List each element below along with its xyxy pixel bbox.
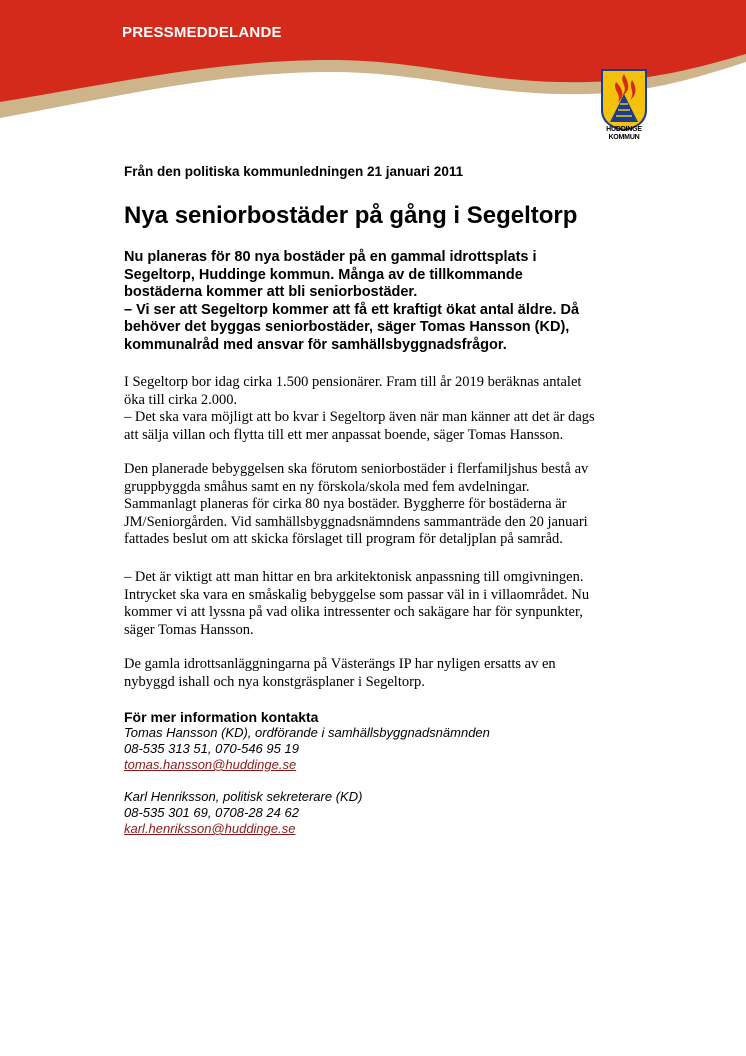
lead-paragraph: [124, 249, 594, 354]
body-line: fattades beslut om att skicka förslaget till program för detaljplan på samråd.: [124, 531, 563, 547]
logo-text: [592, 126, 656, 142]
lead-line: bostäderna kommer att bli seniorbostäder.: [124, 284, 418, 300]
body-line: – Det är viktigt att man hittar en bra arkitektonisk anpassning till omgivningen.: [124, 569, 584, 585]
logo-line-1: HUDDINGE: [606, 126, 642, 133]
lead-line: kommunalråd med ansvar för samhällsbyggnadsfrågor.: [124, 336, 507, 353]
contact-phone: 08-535 301 69, 0708-28 24 62: [124, 805, 299, 820]
contact-name: Tomas Hansson (KD), ordförande i samhällsbyggnadsnämnden: [124, 725, 490, 740]
lead-line: Segeltorp, Huddinge kommun. Många av de tillkommande: [124, 266, 523, 283]
body-line: att sälja villan och flytta till ett mer anpassat boende, säger Tomas Hansson.: [124, 426, 564, 443]
body-paragraph: [124, 374, 624, 444]
body-line: säger Tomas Hansson.: [124, 621, 254, 638]
body-line: kommer vi att lyssna på vad olika intressenter och sakägare har för synpunkter,: [124, 604, 583, 620]
contact-block: [124, 709, 624, 837]
dateline: Från den politiska kommunledningen 21 januari 2011: [124, 164, 464, 179]
press-release-label: PRESSMEDDELANDE: [122, 24, 282, 41]
contact-email-link[interactable]: karl.henriksson@huddinge.se: [124, 821, 296, 836]
body-line: I Segeltorp bor idag cirka 1.500 pensionärer. Fram till år 2019 beräknas antalet: [124, 374, 582, 390]
body-line: Sammanlagt planeras för cirka 80 nya bostäder. Byggherre för bostäderna är: [124, 496, 567, 512]
body-line: gruppbyggda småhus samt en ny förskola/skola med fem avdelningar.: [124, 478, 530, 495]
body-line: JM/Seniorgården. Vid samhällsbyggnadsnämndens sammanträde den 20 januari: [124, 513, 588, 530]
headline: Nya seniorbostäder på gång i Segeltorp: [124, 202, 578, 229]
lead-line: Nu planeras för 80 nya bostäder på en gammal idrottsplats i: [124, 249, 537, 265]
body-line: nybyggd ishall och nya konstgräsplaner i Segeltorp.: [124, 673, 425, 690]
body-paragraph: [124, 569, 624, 639]
body-line: öka till cirka 2.000.: [124, 391, 238, 408]
body-line: De gamla idrottsanläggningarna på Västerängs IP har nyligen ersatts av en: [124, 656, 556, 672]
body-line: Intrycket ska vara en småskalig bebyggelse som passar väl in i villaområdet. Nu: [124, 586, 590, 603]
body-paragraph: [124, 656, 624, 691]
body-line: Den planerade bebyggelsen ska förutom seniorbostäder i flerfamiljshus bestå av: [124, 461, 589, 477]
contact-heading: För mer information kontakta: [124, 709, 319, 725]
contact-phone: 08-535 313 51, 070-546 95 19: [124, 741, 299, 756]
contact-name: Karl Henriksson, politisk sekreterare (KD): [124, 789, 363, 804]
body-line: – Det ska vara möjligt att bo kvar i Segeltorp även när man känner att det är dags: [124, 409, 595, 425]
lead-line: behöver det byggas seniorbostäder, säger Tomas Hansson (KD),: [124, 319, 570, 335]
contact-email-link[interactable]: tomas.hansson@huddinge.se: [124, 757, 297, 772]
body-paragraph: [124, 461, 624, 549]
lead-line: – Vi ser att Segeltorp kommer att få ett kraftigt ökat antal äldre. Då: [124, 301, 580, 318]
logo-line-2: KOMMUN: [608, 134, 640, 141]
